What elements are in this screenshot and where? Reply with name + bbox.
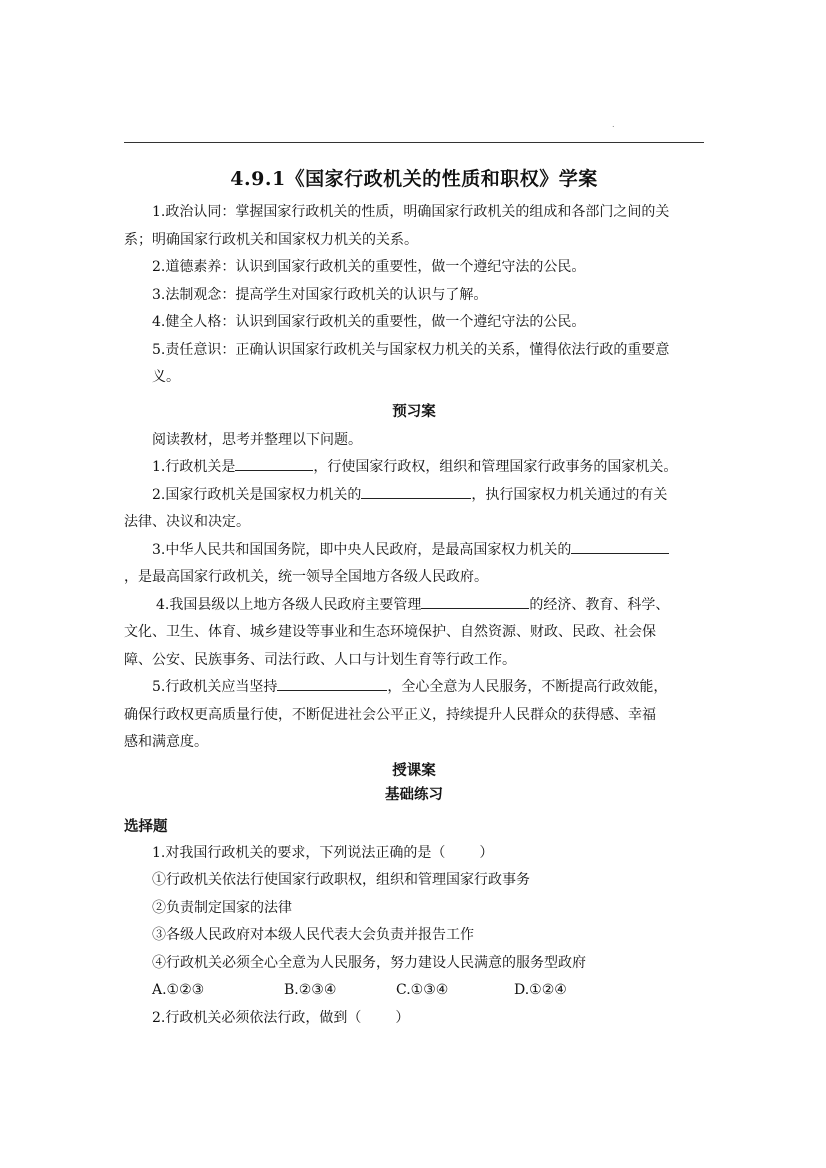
fill-blank-1[interactable] [235, 455, 313, 471]
preview-intro: 阅读教材，思考并整理以下问题。 [152, 431, 362, 448]
preview-q1-text-b: ，行使国家行政权，组织和管理国家行政事务的国家机关。 [313, 459, 678, 475]
preview-q2-line1 [124, 482, 704, 510]
preview-q1 [124, 454, 704, 482]
lesson-heading: 授课案 [392, 761, 436, 779]
question-2-stem-close: ） [395, 1009, 410, 1026]
preview-q5-text-b: ，全心全意为人民服务，不断提高行政效能， [387, 679, 668, 695]
preview-q4-line3: 障、公安、民族事务、司法行政、人口与计划生育等行政工作。 [124, 651, 516, 668]
preview-q5-line1 [124, 674, 704, 702]
header-rule [124, 142, 704, 143]
preview-q2-text-a: 2.国家行政机关是国家权力机关的 [152, 486, 362, 503]
preview-q5-text-a: 5.行政机关应当坚持 [152, 679, 278, 695]
preview-q3-text-a: 3.中华人民共和国国务院，即中央人民政府，是最高国家权力机关的 [152, 541, 572, 558]
page-title: 4.9.1《国家行政机关的性质和职权》学案 [230, 168, 598, 190]
question-2-stem [124, 1005, 704, 1033]
objective-1-line1: 1.政治认同：掌握国家行政机关的性质，明确国家行政机关的组成和各部门之间的关 [152, 204, 670, 220]
choice-label: 选择题 [124, 817, 168, 835]
option-a[interactable]: A.①②③ [152, 982, 205, 998]
preview-q1-text-a: 1.行政机关是 [152, 459, 236, 475]
document-body [124, 160, 704, 1032]
question-1-stem-close: ） [479, 844, 494, 861]
preview-q2-line2: 法律、决议和决定。 [124, 514, 250, 530]
question-1-item-1: ①行政机关依法行使国家行政职权，组织和管理国家行政事务 [152, 872, 530, 888]
header-mark: . [612, 120, 615, 129]
preview-q2-text-b: ，执行国家权力机关通过的有关 [471, 486, 668, 503]
objective-3: 3.法制观念：提高学生对国家行政机关的认识与了解。 [152, 286, 488, 303]
objective-4: 4.健全人格：认识到国家行政机关的重要性，做一个遵纪守法的公民。 [152, 314, 586, 330]
question-2-stem-text: 2.行政机关必须依法行政，做到（ [152, 1009, 362, 1026]
fill-blank-3[interactable] [571, 538, 669, 554]
lesson-subheading: 基础练习 [385, 785, 443, 803]
fill-blank-4[interactable] [421, 593, 529, 609]
question-1-stem-text: 1.对我国行政机关的要求，下列说法正确的是（ [152, 844, 446, 861]
preview-heading: 预习案 [392, 402, 436, 420]
question-1-item-3: ③各级人民政府对本级人民代表大会负责并报告工作 [152, 927, 474, 943]
objective-1-line2: 系；明确国家行政机关和国家权力机关的关系。 [124, 231, 418, 248]
question-1-stem [124, 840, 704, 868]
objective-5-line2: 义。 [152, 369, 180, 385]
question-1-item-4: ④行政机关必须全心全意为人民服务，努力建设人民满意的服务型政府 [152, 954, 586, 971]
preview-q5-line2: 确保行政权更高质量行使，不断促进社会公平正义，持续提升人民群众的获得感、幸福 [124, 706, 656, 723]
preview-q4-text-b: 的经济、教育、科学、 [529, 596, 670, 613]
preview-q4-text-a: 4.我国县级以上地方各级人民政府主要管理 [156, 596, 422, 613]
fill-blank-5[interactable] [277, 675, 387, 691]
option-d[interactable]: D.①②④ [514, 982, 567, 998]
preview-q5-line3: 感和满意度。 [124, 734, 208, 750]
option-b[interactable]: B.②③④ [284, 982, 337, 998]
question-1-item-2: ②负责制定国家的法律 [152, 899, 292, 916]
objective-2: 2.道德素养：认识到国家行政机关的重要性，做一个遵纪守法的公民。 [152, 259, 586, 275]
question-1-options [124, 977, 704, 1005]
preview-q4-line2: 文化、卫生、体育、城乡建设等事业和生态环境保护、自然资源、财政、民政、社会保 [124, 624, 656, 640]
preview-q4-line1 [124, 592, 704, 620]
fill-blank-2[interactable] [361, 483, 471, 499]
objective-5-line1: 5.责任意识：正确认识国家行政机关与国家权力机关的关系，懂得依法行政的重要意 [152, 341, 670, 358]
preview-q3-line2: ，是最高国家行政机关，统一领导全国地方各级人民政府。 [124, 569, 488, 585]
option-c[interactable]: C.①③④ [396, 982, 449, 998]
preview-q3-line1 [124, 537, 704, 565]
